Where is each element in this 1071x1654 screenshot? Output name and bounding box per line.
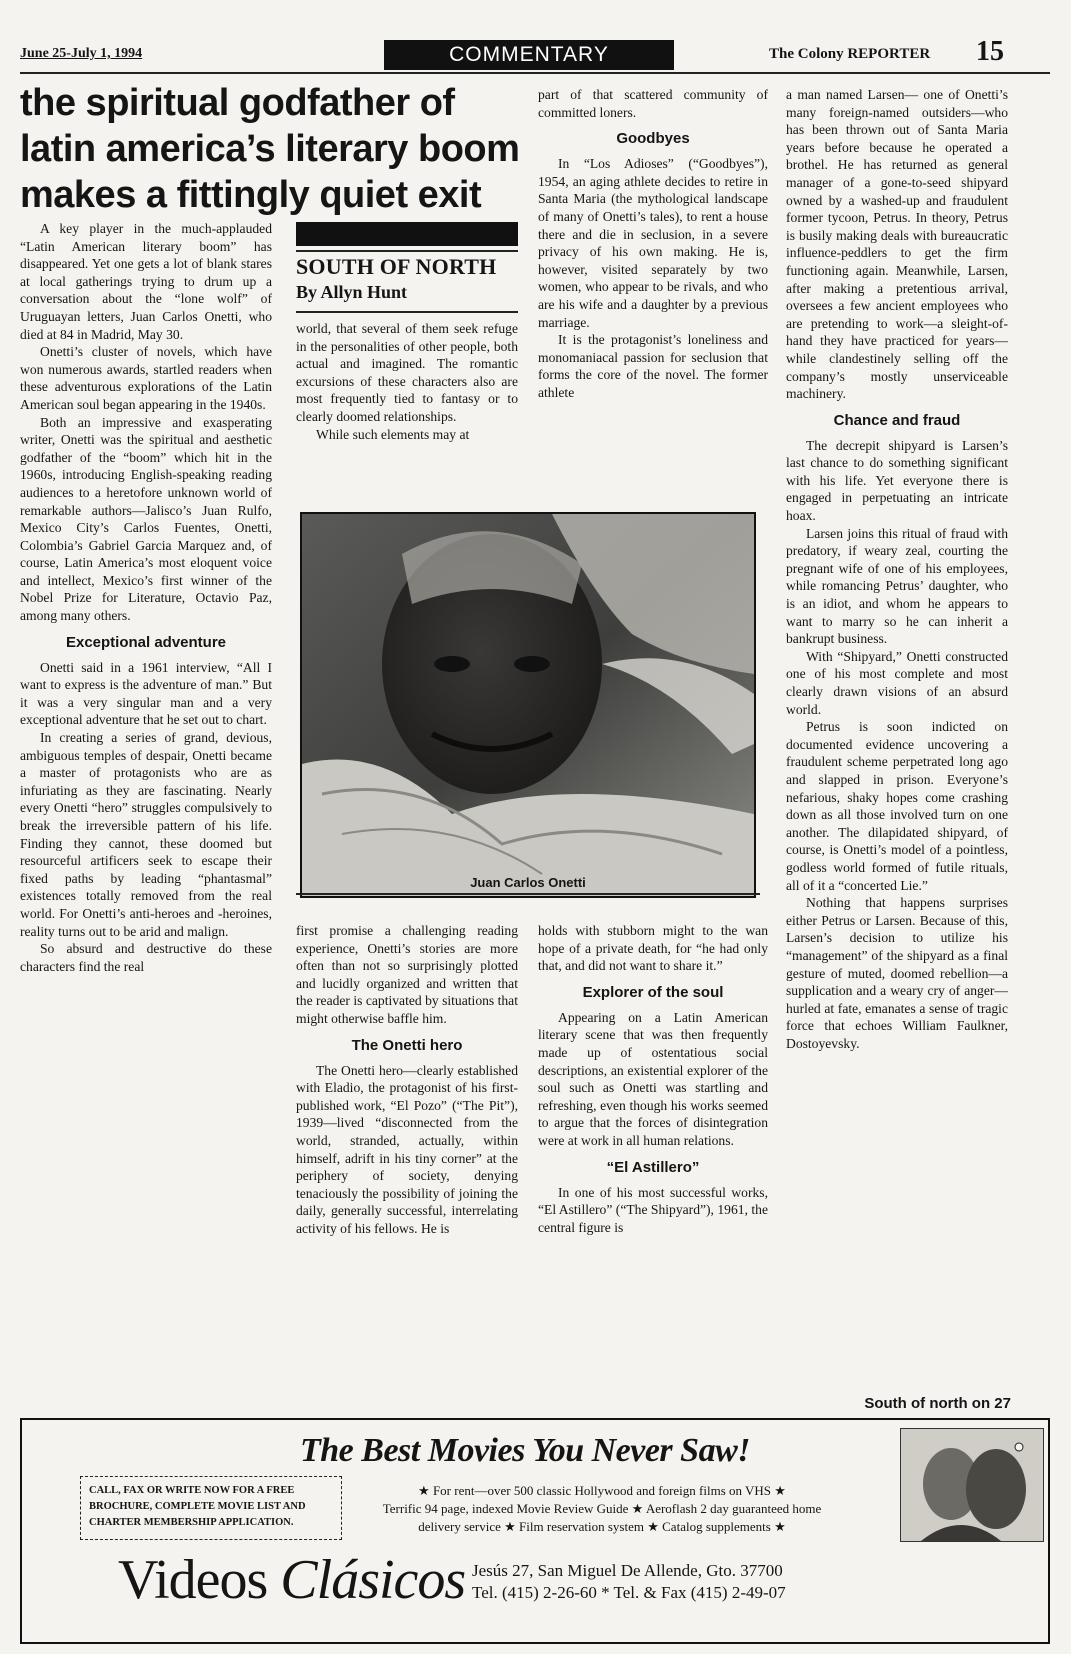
article-column-3-bottom [538, 922, 768, 1236]
paragraph: Appearing on a Latin American literary scene that was then frequently made up of ostentatious social descriptions, an existential explorer of the soul such as Onetti was startling and refreshing, even though his works seemed to argue that the forces of disintegration were at work in all human relations. [538, 1009, 768, 1148]
ad-callout-line-1: CALL, FAX OR WRITE NOW FOR A FREE [89, 1485, 295, 1496]
paragraph: holds with stubborn might to the wan hope of a private death, for “he had only that, and did not want to share it.” [538, 923, 768, 974]
section-banner: COMMENTARY [384, 40, 674, 70]
headline-line-2: latin america’s literary boom [20, 128, 520, 170]
portrait-image [302, 514, 754, 896]
paragraph: Nothing that happens surprises either Petrus or Larsen. Because of this, Larsen’s decision to utilize his “management” of the shipyard as a final gesture of muted, doomed rebellion—a supplication and a weary cry of anger—hurled at fate, emanates a sense of tragic force that echoes William Faulkner, Dostoyevsky. [786, 895, 1008, 1051]
column-title: SOUTH OF NORTH [296, 254, 497, 279]
column-logo-bar [296, 222, 518, 246]
ad-phone: Tel. (415) 2-26-60 * Tel. & Fax (415) 2-49-07 [472, 1583, 786, 1602]
article-column-3-top [538, 86, 768, 402]
ad-feature-line-3: delivery service ★ Film reservation system ★ Catalog supplements ★ [418, 1519, 786, 1534]
article-column-2-top [296, 320, 518, 443]
paragraph: In creating a series of grand, devious, ambiguous temples of despair, Onetti became a master of protagonists who are as infuriating as they are fascinating. Nearly every Onetti “hero” struggles compulsively to break the irreversible pattern of his life. Finding they cannot, these doomed but resourceful artificers seek to escape their fixed paths by leading “phantasmal” existences totally removed from the real world. For Onetti’s anti-heroes and -heroines, reality turns out to be arid and malign. [20, 730, 272, 939]
paragraph: Onetti said in a 1961 interview, “All I want to express is the adventure of man.” But it was a very singular man and a very exceptional adventure that he set out to chart. [20, 659, 272, 728]
paragraph: first promise a challenging reading experience, Onetti’s stories are more often than not so surprisingly plotted and lucidly organized and written that the reader is captivated by situations that might otherwise baffle him. [296, 923, 518, 1026]
headline-line-3: makes a fittingly quiet exit [20, 174, 482, 216]
subhead-el-astillero: “El Astillero” [606, 1158, 700, 1176]
column-logo-rule [296, 250, 518, 252]
paragraph: While such elements may at [316, 426, 470, 442]
subhead-onetti-hero: The Onetti hero [351, 1036, 463, 1054]
ad-film-still-image [900, 1428, 1044, 1542]
paragraph: The Onetti hero—clearly established with Eladio, the protagonist of his first-published work, “El Pozo” (“The Pit”), 1939—lived “disconnected from the world, stranded, actually, within himself, adrift in his tiny corner” at the periphery of society, denying tenaciously the possibility of joining the daily, generally successful, interrelating activity of his fellows. He is [296, 1062, 518, 1236]
paragraph: Larsen joins this ritual of fraud with predatory, if weary zeal, courting the pregnant wife of one of his employees, while romancing Petrus’ daughter, who is an idiot, and whom he appears to want to marry so he can inherit a bankrupt business. [786, 525, 1008, 647]
paragraph: Onetti’s cluster of novels, which have won numerous awards, startled readers when these adventurous explorations of the Latin American soul began appearing in the 1940s. [20, 344, 272, 412]
ad-feature-line-2: Terrific 94 page, indexed Movie Review Guide ★ Aeroflash 2 day guaranteed home [382, 1501, 822, 1516]
header-rule [20, 72, 1050, 74]
article-column-4 [786, 86, 1008, 1052]
subhead-explorer-of-the-soul: Explorer of the soul [582, 983, 724, 1001]
ad-address: Jesús 27, San Miguel De Allende, Gto. 37700 [472, 1561, 783, 1580]
paragraph: With “Shipyard,” Onetti constructed one of his most complete and most clearly drawn visions of an absurd world. [786, 648, 1008, 717]
paper-name: The Colony REPORTER [769, 46, 931, 62]
paragraph: In one of his most successful works, “El Astillero” (“The Shipyard”), 1961, the central figure is [538, 1184, 768, 1235]
paragraph: part of that scattered community of committed loners. [538, 87, 768, 120]
headline-line-1: the spiritual godfather of [20, 82, 455, 124]
paragraph: In “Los Adioses” (“Goodbyes”), 1954, an aging athlete decides to retire in Santa Maria (the mythological landscape of many of Onetti’s tales), to rent a house there and die in seclusion, in a severe privacy of his own making. He is, however, visited separately by two women, who appear to be rivals, and who are his wife and a daughter by a previous marriage. [538, 156, 768, 330]
ad-headline: The Best Movies You Never Saw! [300, 1432, 750, 1469]
paragraph: It is the protagonist’s loneliness and monomaniacal passion for seclusion that forms the core of the novel. The former athlete [538, 332, 768, 400]
page-number: 15 [976, 36, 1004, 67]
byline-rule [296, 311, 518, 313]
paragraph: Both an impressive and exasperating writer, Onetti was the spiritual and aesthetic godfather of the “boom” which hit in the 1960s, introducing English-speaking reading audiences to a heretofore unknown world of remarkable authors—Jalisco’s Juan Rulfo, Mexico City’s Carlos Fuentes, Onetti, Colombia’s Gabriel Garcia Marquez and, of course, Latin America’s most eloquent voice and intellect, Mexico’s first winner of the Nobel Prize for Literature, Octavio Paz, among many others. [20, 414, 272, 624]
article-column-1 [20, 220, 272, 975]
paragraph: Petrus is soon indicted on documented evidence uncovering a fraudulent scheme perpetrated long ago and slapped in prison. Everyone’s nefarious, shaky hopes come crashing down as all those involved turn on one another. The dilapidated shipyard, of course, is Onetti’s model of a pointless, godless world formed of futile rituals, all of it a “concerted Lie.” [786, 719, 1008, 893]
subhead-chance-and-fraud: Chance and fraud [833, 411, 961, 429]
movie-advertisement [20, 1418, 1050, 1644]
article-column-2-bottom [296, 922, 518, 1238]
jump-line: South of north on 27 [864, 1395, 1011, 1412]
film-still-graphic [901, 1429, 1043, 1541]
photo-caption: Juan Carlos Onetti [470, 875, 586, 890]
ad-feature-line-1: ★ For rent—over 500 classic Hollywood and foreign films on VHS ★ [418, 1483, 786, 1498]
ad-brand [118, 1548, 465, 1612]
caption-rule [296, 893, 760, 895]
subhead-goodbyes: Goodbyes [616, 130, 690, 148]
paragraph: The decrepit shipyard is Larsen’s last chance to do something significant with his life. Yet everyone there is engaged in perpetuating an intricate hoax. [786, 437, 1008, 524]
subhead-exceptional-adventure: Exceptional adventure [65, 633, 227, 651]
onetti-photo [300, 512, 756, 898]
ad-features [352, 1482, 852, 1536]
ad-brand-videos: Videos [118, 1549, 268, 1611]
paragraph: world, that several of them seek refuge in the personalities of other people, both actual and imagined. The romantic excursions of these characters also are most frequently tied to fantasy or to clearly doomed relationships. [296, 321, 518, 424]
paragraph: A key player in the much-applauded “Latin American literary boom” has disappeared. Yet one gets a lot of blank stares at local gatherings trying to drum up a conversation about the “lone wolf” of Uruguayan letters, Juan Carlos Onetti, who died at 84 in Madrid, May 30. [20, 221, 272, 342]
ad-contact [472, 1560, 786, 1604]
issue-date: June 25-July 1, 1994 [20, 46, 143, 61]
ad-callout-line-3: CHARTER MEMBERSHIP APPLICATION. [89, 1517, 294, 1528]
ad-callout-box [80, 1476, 342, 1540]
headline [20, 80, 540, 218]
column-byline: By Allyn Hunt [296, 282, 408, 302]
paragraph: So absurd and destructive do these characters find the real [20, 941, 272, 974]
paragraph: a man named Larsen— one of Onetti’s many foreign-named outsiders—who has been thrown out of Santa Maria years before because he operated a brothel. He has returned as general manager of a gone-to-seed shipyard owned by a washed-up and fraudulent former tycoon, Petrus. In theory, Petrus is busily making deals with bureaucratic influence-peddlers to get the firm functioning again. Meanwhile, Larsen, after making a pretentious arrival, oversees a few ancient employees who are pretending to work—a sleight-of-hand they have practiced for years—while clandestinely selling off the company’s mostly unserviceable machinery. [786, 87, 1008, 402]
ad-callout-line-2: BROCHURE, COMPLETE MOVIE LIST AND [89, 1501, 306, 1512]
ad-brand-clasicos: Clásicos [280, 1549, 466, 1611]
